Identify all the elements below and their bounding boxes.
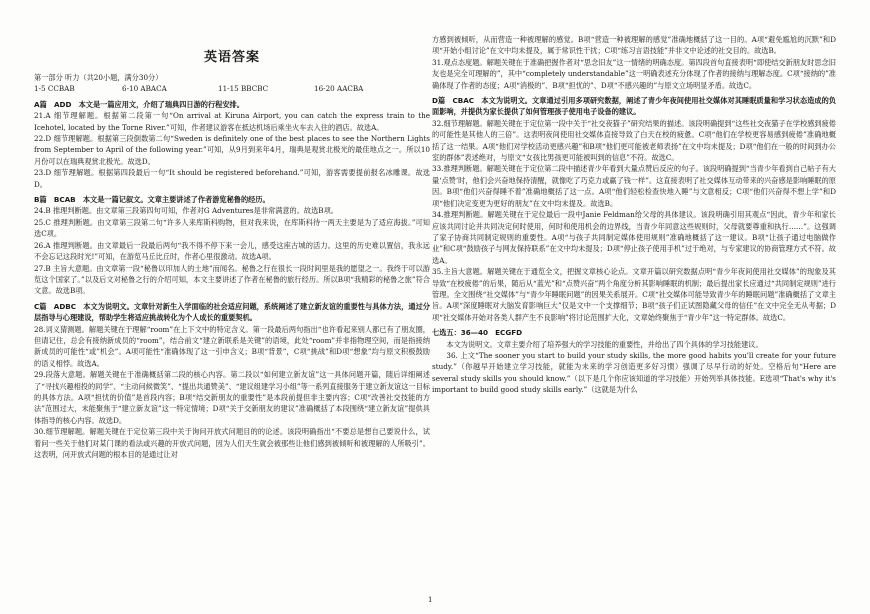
answer-31: 31.观点态度题。解题关键在于准确把握作者对“思念旧友”这一情绪的明确态度。第四段首句直接表明“即使结交新朋友时思念旧友也是完全可理解的”，其中“completely understandable”这一明确表述充分体现了作者的接纳与理解态度。C项“接纳的”准确体现了作者的态度；A项“消极的”、B项“担忧的”、D项“不感兴趣的”与原文立场明显矛盾。故选C。 bbox=[432, 57, 836, 90]
page-number: 1 bbox=[428, 596, 433, 604]
answer-group-2: 6-10 ABACA bbox=[122, 84, 167, 94]
page-title: 英语答案 bbox=[203, 50, 260, 65]
answer-36: 36. 上文“The sooner you start to build your study skills, the more good habits you'll create for your future study.”（你越早开始建立学习技能，就能为未来的学习创造更多好习惯）强调了尽早行动的好处。空格后句“Here are several study skills you should know.”（以下是几个你应该知道的学习技能）开始列举具体技能。E选项“That's why it's important to build good study skills early.”（这就是为什么 bbox=[432, 350, 836, 395]
answer-group-1: 1-5 CCBAB bbox=[34, 84, 75, 94]
right-column bbox=[432, 34, 836, 396]
answer-35: 35.主旨大意题。解题关键在于通览全文，把握文章核心论点。文章开篇以研究数据点明“青少年夜间使用社交媒体”的现象及其导致“在校疲倦”的后果，随后从“蓝光”和“点赞兴奋”两个角度分析其影响睡眠的机制；最后提出家长应通过“共同制定规则”进行管理。全文围绕“社交媒体”与“青少年睡眠问题”的因果关系展开。C项“社交媒体可能导致青少年的睡眠问题”准确概括了文章主旨。A项“深度睡眠对大脑发育影响巨大”仅是文中一个支撑细节；B项“孩子们正试图隐藏父母的信任”在文中完全无从考据；D项“社交媒体开始对各类人群产生不良影响”将讨论范围扩大化，文章始终聚焦于“青少年”这一特定群体。故选C。 bbox=[432, 267, 836, 322]
answer-25: 25.C 推理判断题。由文章第三段第二句“许多人来库斯科购物，但对我来说，在库斯科待一两天主要是为了适应海拔。”可知选C项。 bbox=[34, 217, 430, 239]
answer-29: 29.段落大意题。解题关键在于准确概括第二段的核心内容。第二段以“如何建立新友谊”这一具体问题开篇，随后详细阐述了“寻找兴趣相投的同学”、“主动问候微笑”、“提出共通赞美”、“建议组建学习小组”等一系列直接服务于建立新友谊这一目标的具体方法。A项“担忧的价值”是首段内容；B项“结交新朋友的重要性”是本段前提但非主要内容；C项“改善社交技能的方法”范围过大，未能聚焦于“建立新友谊”这一特定情境；D项“关于交新朋友的建议”准确概括了本段围绕“建立新友谊”提供具体指导的核心内容。故选D。 bbox=[34, 370, 430, 425]
answer-30: 30.细节理解题。解题关键在于定位第三段中关于询问开放式问题目的的论述。该段明确指出“不要总是想自己要说什么，试着问一些关于他们对某门课的看法或兴趣的开放式问题，因为人们天生就会被那些让他们感到被倾听和被理解的人所吸引”。这表明，问开放式问题的根本目的是通过让对 bbox=[34, 427, 430, 459]
section-c-heading: C篇 ADBC 本文为说明文。文章针对新生入学面临的社会适应问题，系统阐述了建立新友谊的重要性与具体方法，通过分层指导与心理建设，帮助学生将适应挑战转化为个人成长的重要契机。 bbox=[34, 301, 430, 323]
answer-30-continued: 方感到被倾听，从而营造一种被理解的感觉。B项“营造一种被理解的感觉”准确地概括了这一目的。A项“避免尴尬的沉默”和D项“开始小组讨论”在文中均未提及，属于常识性干扰；C项“练习言语技能”并非文中论述的社交目的。故选B。 bbox=[432, 35, 836, 56]
answer-group-4: 16-20 AACBA bbox=[314, 84, 364, 94]
answer-21: 21.A 细节理解题。根据第二段第一句“On arrival at Kiruna Airport, you can catch the express train to the Icehotel, located by the Torne River.”可知，作者建议游客在抵达机场后乘坐火车去入住的酒店。故选A。 bbox=[34, 111, 430, 132]
answer-33: 33.推理判断题。解题关键在于定位第二段中描述青少年看到大量点赞后反应的句子。该段明确提到“当青少年看到自己帖子有大量‘点赞’时，他们会兴奋地保持清醒，就像吃了巧克力或赢了钱一样”。这直接表明了社交媒体互动带来的兴奋感是影响睡眠的原因。B项“他们兴奋得睡不着”准确地概括了这一点。A项“他们轻松检查快地入睡”与文意相反；C项“他们兴奋得不想上学”和D项“他们决定变更为更好的朋友”在文中均未提及。故选B。 bbox=[432, 164, 836, 208]
part1-heading: 第一部分 听力（共20小题，满分30分） bbox=[34, 73, 163, 82]
part1-answer-row bbox=[34, 83, 430, 94]
answer-23: 23.D 细节理解题。根据第四段最后一句“It should be registered beforehand.”可知，游客需要提前报名冰雕课。故选D。 bbox=[34, 168, 430, 189]
answer-28: 28.词义猜测题。解题关键在于理解“room”在上下文中的特定含义。第一段最后两句指出“也许看起来别人都已有了朋友圈，但请记住，总会有接纳新成员的“room”，结合前文“建立新联系是关键”的语境，此处“room”并非指物理空间，而是指接纳新成员的可能性“或”机会”。A项可能性“准确体现了这一引申含义；B项“背景”，C项“挑战”和D项“想象”均与原文积极鼓励的语义相悖。故选A。 bbox=[34, 324, 430, 368]
answer-26: 26.A 推理判断题。由文章最后一段最后两句“我不得不停下来一会儿，感受这座古城的活力。这里的历史难以置信，我永远不会忘记这段时光!”可知，在游览马丘比丘时，作者心里很激动。故选A项。 bbox=[34, 240, 430, 262]
section-d-heading: D篇 CBAC 本文为说明文。文章通过引用多项研究数据，阐述了青少年夜间使用社交媒体对其睡眠质量和学习状态造成的负面影响，并提供为家长提供了如何管理孩子使用电子设备的建议。 bbox=[432, 96, 836, 117]
section-b-heading: B篇 BCAB 本文是一篇记叙文。文章主要讲述了作者游览秘鲁的经历。 bbox=[34, 195, 270, 205]
answer-34: 34.推理判断题。解题关键在于定位最后一段中Janie Feldman给父母的具体建议。该段明确引用其观点“因此，青少年和家长应该共同讨论并共同决定何时使用，何时和使用机会的边界线，当青少年同意这些规则时，父母就要尊重和执行……”。这强调了家子协商共同制定规则的重要性。A项“与孩子共同制定媒体使用规则”准确地概括了这一建议。B项“让孩子通过电脑做作业”和C项“鼓励孩子与网友保持联系”在文中均未提及；D项“停止孩子使用手机”过于绝对，与专家建议的协商管理方式不符。故选A。 bbox=[432, 210, 836, 265]
answer-22: 22.D 细节理解题。根据第三段倒数第二句“Sweden is definitely one of the best places to see the Northern Lights from September to April of the following year.”可知，从9月到来年4月，瑞典是观赏北极光的最佳地点之一。所以10月份可以在瑞典观赏北极光。故选D。 bbox=[34, 134, 430, 166]
answer-group-3: 11-15 BBCBC bbox=[218, 84, 269, 94]
answer-24: 24.B 推理判断题。由文章第三段第四句可知，作者对G Adventures是非常满意的。故选B项。 bbox=[34, 206, 338, 216]
answer-32: 32.细节理解题。解题关键在于定位第一段中关于“社交夜猫子”研究结果的描述。该段明确提到“这些社交夜猫子在学校感到疲倦的可能性是其他人的三倍”。这表明夜间使用社交媒体直接导致了白天在校的疲惫。C项“他们在学校更容易感到疲倦”准确地概括了这一结果。A项“他们对学校活动更感兴趣”和B项“他们更可能被老师表扬”在文中均未提及；D项“他们在一般的时间到办公室的群体”表述绝对，与原文“女孩比男孩更可能被叫到的信息”不符。故选C。 bbox=[432, 118, 836, 163]
part7-intro: 本文为说明文。文章主要介绍了培养强大的学习技能的重要性，并给出了四个具体的学习技能建议。 bbox=[446, 339, 763, 349]
section-a-heading: A篇 ADD 本文是一篇应用文，介绍了瑞典四日游的行程安排。 bbox=[34, 99, 244, 109]
answer-27: 27.B 主旨大意题。由文章第一段“秘鲁以印加人的土地”而闻名。秘鲁之行在很长一段时间里是我的愿望之一。我终于可以游览这个国家了。”以及后文对秘鲁之行的介绍可知，本文主要讲述了作者在秘鲁的旅行经历。所以B项“我精彩的秘鲁之旅”符合文意。故选B项。 bbox=[34, 263, 430, 296]
left-column bbox=[34, 0, 430, 460]
part7-heading: 七选五：36—40 ECGFD bbox=[432, 328, 523, 338]
